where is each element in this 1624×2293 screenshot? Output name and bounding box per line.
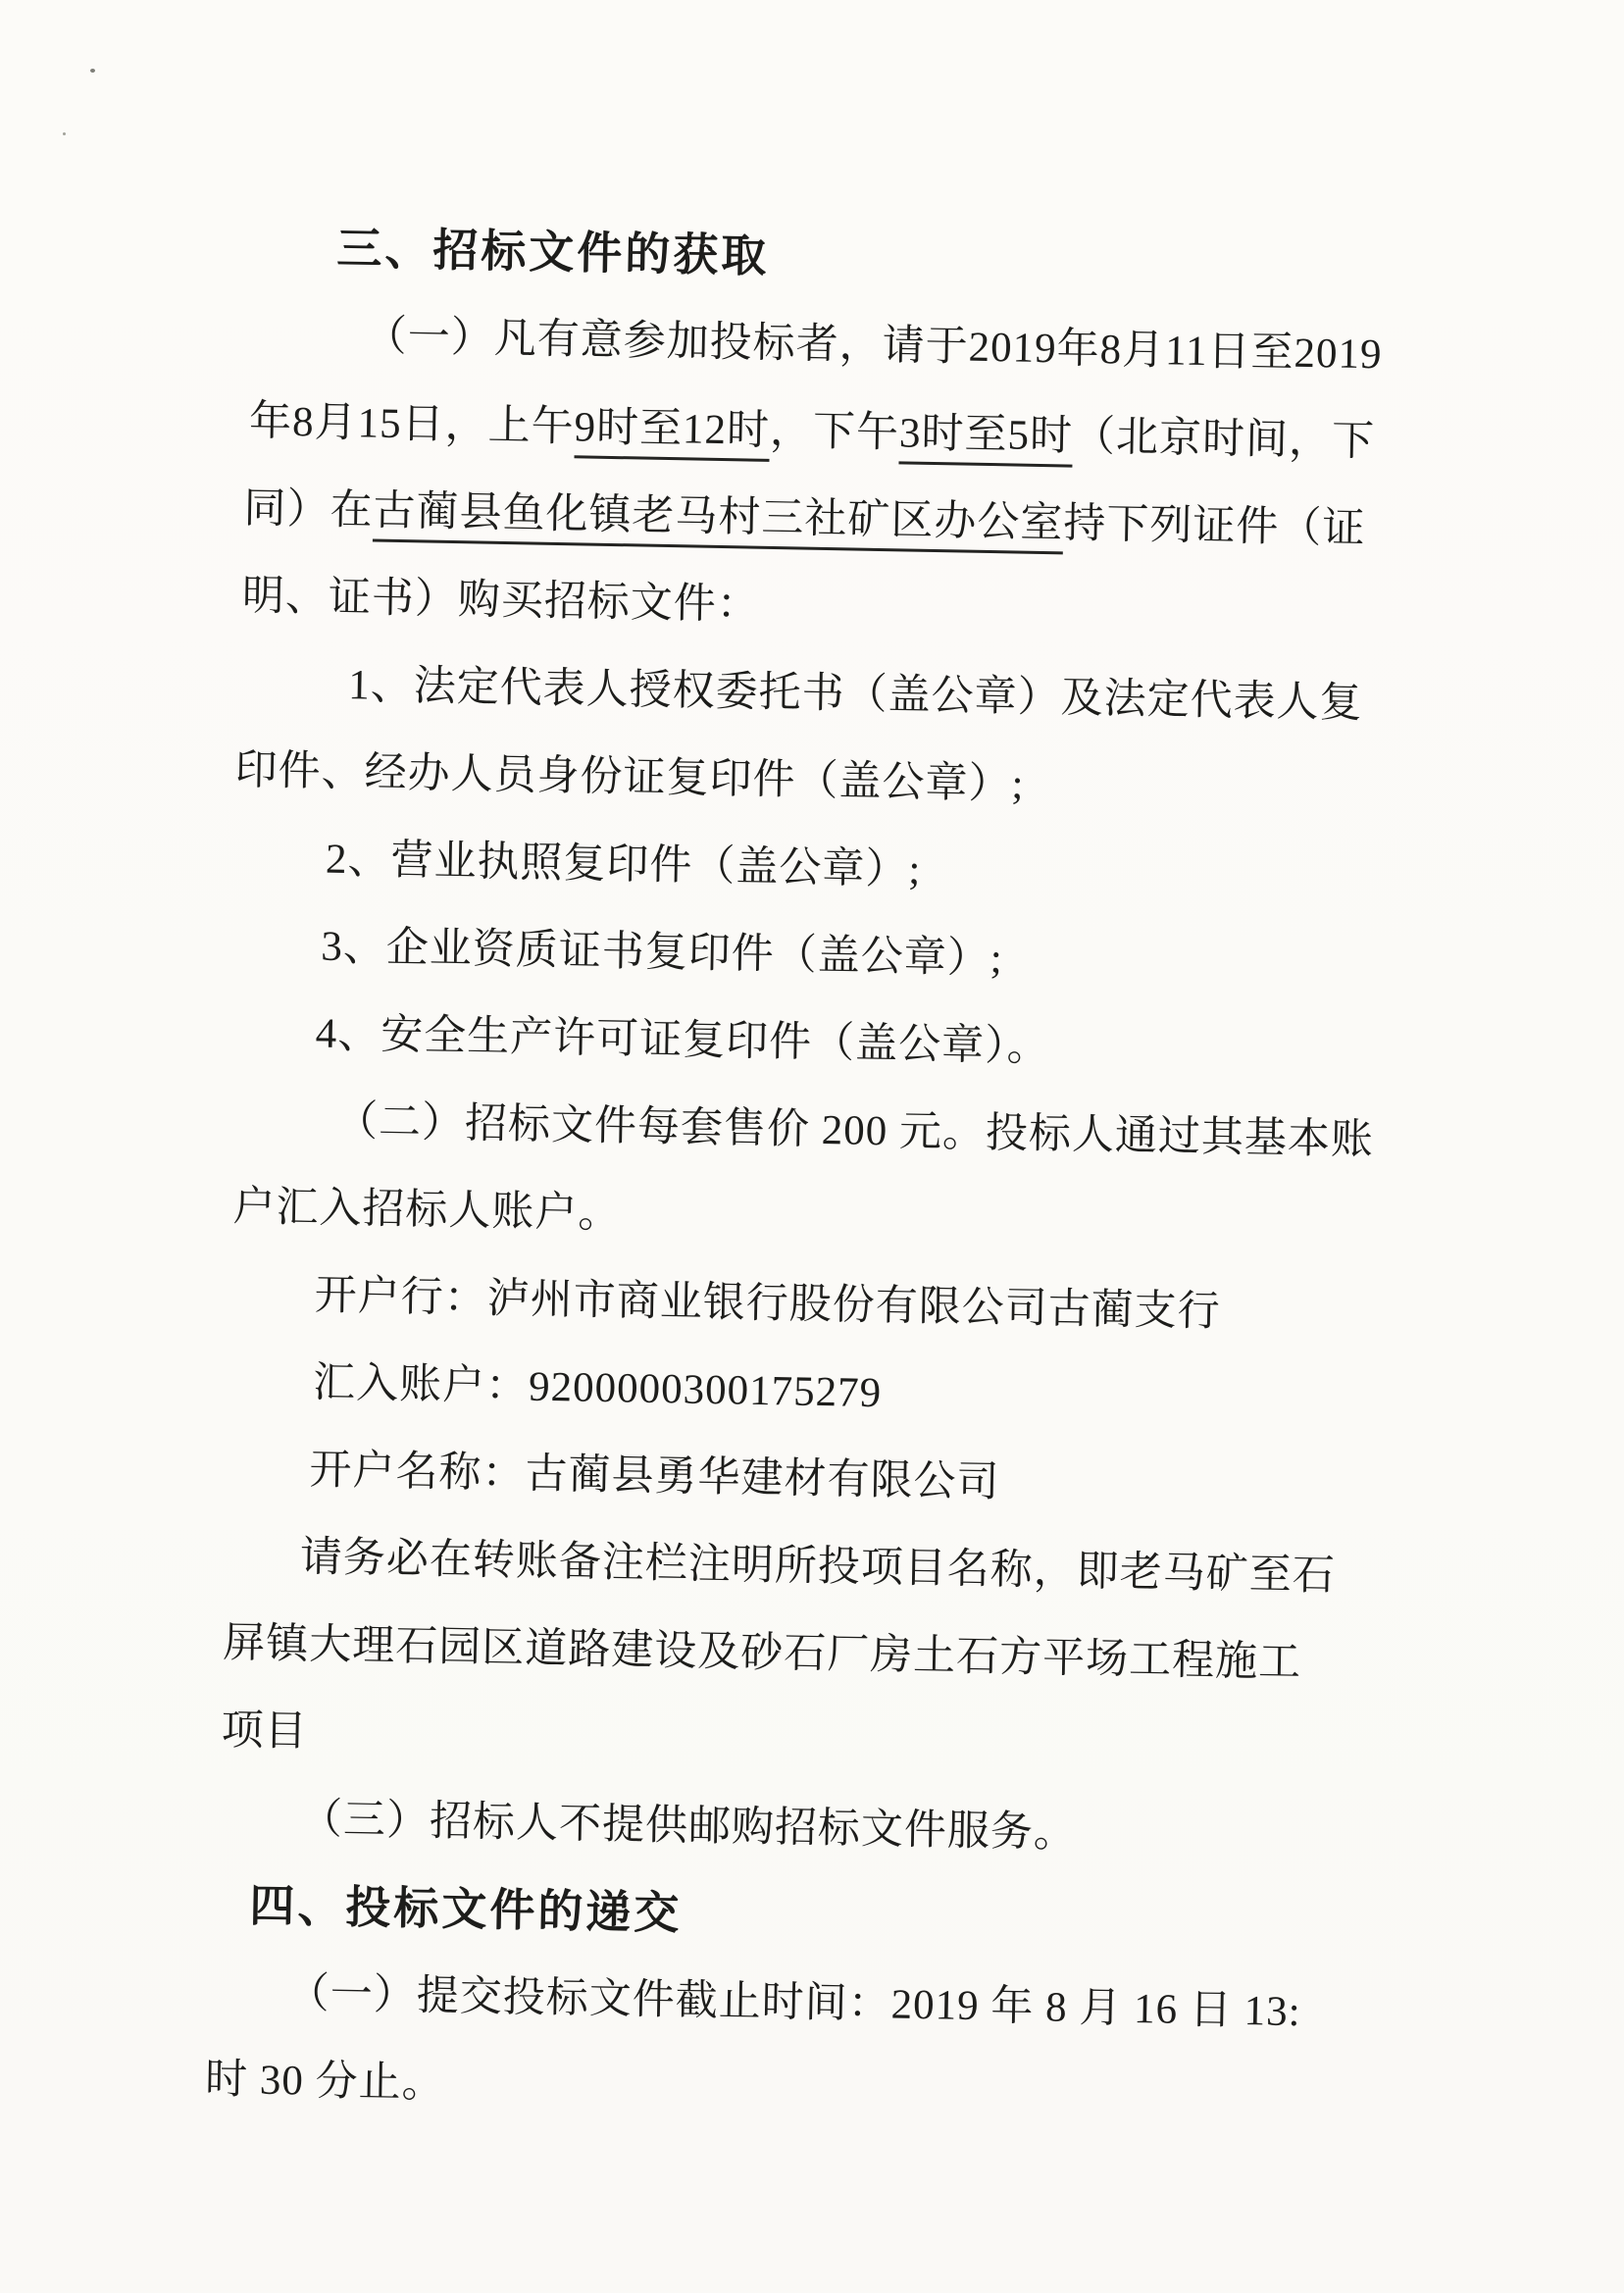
account-holder-text: 开户名称：古蔺县勇华建材有限公司: [309, 1447, 1000, 1506]
para-3-text: （三）招标人不提供邮购招标文件服务。: [299, 1796, 1078, 1857]
para-1-line-1-text: （一）凡有意参加投标者，请于2019年8月11日至2019: [364, 313, 1383, 379]
document-content: [204, 0, 1547, 2147]
para-2-line-1-text: （二）招标文件每套售价 200 元。投标人通过其基本账: [334, 1097, 1375, 1164]
para-4-line-2-text: 时 30 分止。: [204, 2056, 446, 2108]
scan-speck-icon: [63, 132, 66, 135]
list-item-1-text: 印件、经办人员身份证复印件（盖公章）;: [234, 746, 1025, 808]
list-item-4-text: 4、安全生产许可证复印件（盖公章）。: [315, 1010, 1051, 1071]
bank-name-text: 开户行：泸州市商业银行股份有限公司古蔺支行: [314, 1272, 1222, 1336]
list-item-3-text: 3、企业资质证书复印件（盖公章）;: [320, 923, 1004, 983]
para-1-line-3-text: 持下列证件（证: [1062, 500, 1366, 553]
underlined-office-address: 古蔺县鱼化镇老马村三社矿区办公室: [373, 488, 1064, 555]
para-1-line-2-text: 年8月15日，上午: [248, 398, 576, 451]
para-1-line-4-text: 明、证书）购买招标文件：: [241, 573, 761, 629]
list-item-1-text: 1、法定代表人授权委托书（盖公章）及法定代表人复: [347, 662, 1363, 728]
para-2-line-2-text: 户汇入招标人账户。: [232, 1184, 622, 1238]
section-3-heading-text: 三、招标文件的获取: [335, 222, 770, 281]
list-item-2-text: 2、营业执照复印件（盖公章）;: [325, 836, 922, 893]
scan-speck-icon: [90, 69, 95, 73]
underlined-afternoon-hours: 3时至5时: [898, 410, 1073, 467]
transfer-note-text: 屏镇大理石园区道路建设及砂石厂房土石方平场工程施工: [222, 1619, 1302, 1687]
para-1-line-2-text: ，下午: [769, 407, 900, 457]
transfer-note-text: 请务必在转账备注栏注明所投项目名称，即老马矿至石: [299, 1534, 1337, 1600]
bank-account-text: 汇入账户：9200000300175279: [312, 1359, 883, 1417]
para-4-line-1-text: （一）提交投标文件截止时间：2019 年 8 月 16 日 13:: [286, 1970, 1301, 2036]
para-1-line-3-text: 同）在: [243, 485, 374, 535]
section-4-heading-text: 四、投标文件的递交: [248, 1879, 683, 1939]
para-1-line-2-text: （北京时间，下: [1072, 413, 1376, 466]
underlined-morning-hours: 9时至12时: [574, 404, 770, 462]
transfer-note-text: 项目: [221, 1707, 309, 1756]
